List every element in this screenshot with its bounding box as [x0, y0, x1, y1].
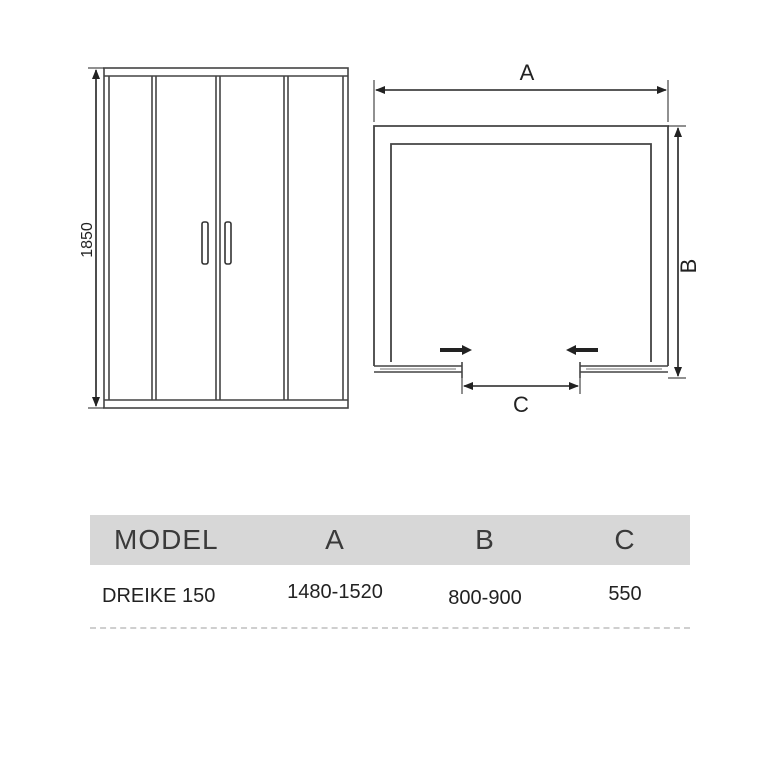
door-handle-right [225, 222, 231, 264]
header-a: A [325, 524, 345, 555]
cell-b: 800-900 [448, 586, 522, 609]
sliding-track-left [374, 362, 462, 378]
top-inner-frame [391, 144, 651, 362]
slide-arrow-right-icon [440, 345, 472, 355]
cell-a: 1480-1520 [287, 580, 383, 603]
dim-a-label: A [519, 60, 535, 85]
sliding-track-right [580, 362, 668, 378]
top-outer-frame [374, 126, 668, 366]
table-row [90, 565, 690, 629]
cell-model: DREIKE 150 [102, 584, 216, 607]
top-view [374, 126, 668, 366]
header-model: MODEL [114, 524, 219, 555]
dim-1850-label: 1850 [79, 222, 96, 258]
header-c: C [614, 524, 636, 555]
dim-b-label: B [676, 258, 701, 274]
header-b: B [475, 524, 495, 555]
dimensions-table [90, 515, 690, 629]
dim-c-label: C [513, 392, 529, 417]
slide-arrow-left-icon [566, 345, 598, 355]
door-handle-left [202, 222, 208, 264]
table-header [90, 515, 690, 565]
cell-c: 550 [608, 582, 642, 605]
